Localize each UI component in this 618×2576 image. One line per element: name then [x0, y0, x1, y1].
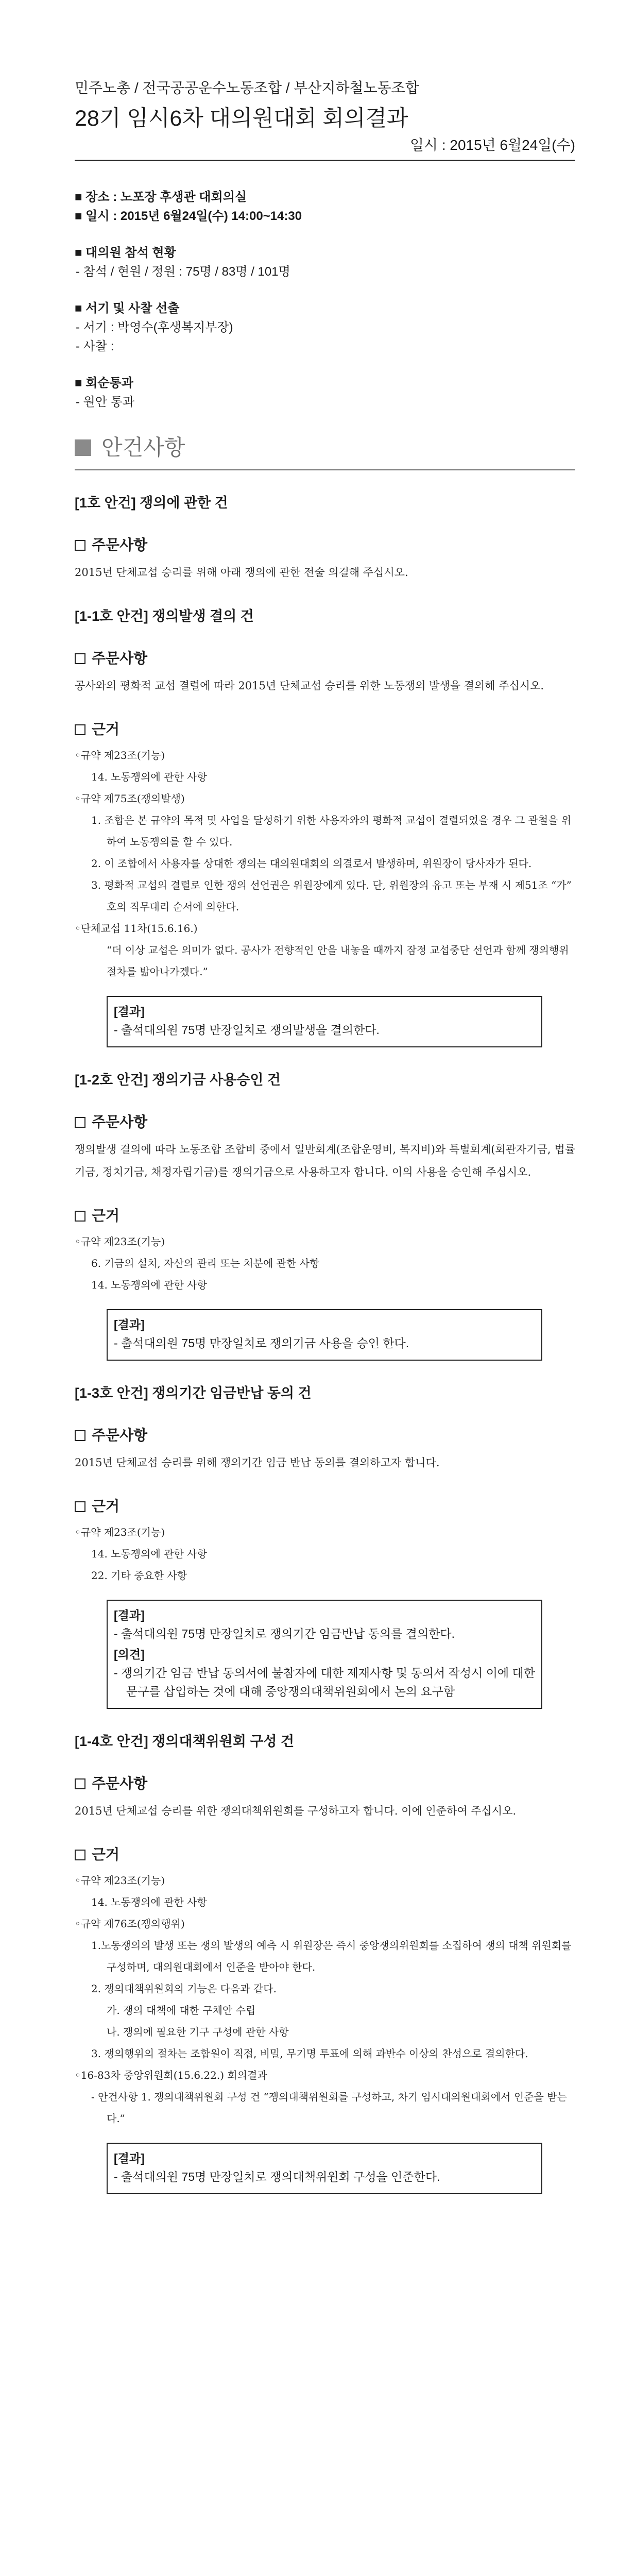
opinion-label: [의견]	[114, 1648, 145, 1661]
item-1-3-result-box	[107, 1600, 542, 1709]
item-1-3-main-head: 주문사항	[75, 1426, 575, 1445]
attendance-title: ■ 대의원 참석 현황	[75, 246, 176, 260]
item-1-3-title: [1-3호 안건] 쟁의기간 임금반납 동의 건	[75, 1385, 312, 1401]
basis-line: 2. 쟁의대책위원회의 기능은 다음과 같다.	[91, 1982, 277, 1995]
time-line: ■ 일시 : 2015년 6월24일(수) 14:00~14:30	[75, 209, 302, 223]
checkbox-square-icon	[75, 1117, 85, 1128]
result-label: [결과]	[114, 1318, 145, 1331]
checkbox-square-icon	[75, 724, 85, 735]
basis-line: ◦규약 제23조(기능)	[75, 1526, 165, 1538]
basis-line: ◦규약 제23조(기능)	[75, 749, 165, 761]
result-text: - 출석대의원 75명 만장일치로 쟁의발생을 결의한다.	[114, 1023, 380, 1037]
basis-line: 가. 쟁의 대책에 대한 구체안 수립	[107, 2004, 256, 2016]
agenda-divider	[75, 469, 575, 470]
item-1-2-basis-head: 근거	[75, 1206, 575, 1226]
order-pass-line: - 원안 통과	[76, 395, 135, 409]
basis-line: ◦규약 제23조(기능)	[75, 1235, 165, 1248]
item-1-2-title: [1-2호 안건] 쟁의기금 사용승인 건	[75, 1072, 281, 1088]
item-1-4-basis-head: 근거	[75, 1845, 575, 1865]
secretary-title: ■ 서기 및 사찰 선출	[75, 301, 180, 315]
attendance-line: - 참석 / 현원 / 정원 : 75명 / 83명 / 101명	[76, 265, 290, 279]
basis-line: 3. 평화적 교섭의 결렬로 인한 쟁의 선언권은 위원장에게 있다. 단, 위원장의 유고 또는 부재 시 제51조 “가” 호의 직무대리 순서에 의한다.	[91, 879, 572, 913]
item-1-2-result-box	[107, 1309, 542, 1361]
basis-line: ◦규약 제76조(쟁의행위)	[75, 1918, 185, 1930]
basis-line: 1. 조합은 본 규약의 목적 및 사업을 달성하기 위한 사용자와의 평화적 교섭이 결렬되었을 경우 그 관철을 위하여 노동쟁의를 할 수 있다.	[91, 814, 572, 848]
place-line: ■ 장소 : 노포장 후생관 대회의실	[75, 190, 247, 204]
item-1-4-basis-list	[75, 1870, 575, 2129]
basis-line: 14. 노동쟁의에 관한 사항	[91, 1548, 207, 1560]
item-1-3-basis-list	[75, 1521, 575, 1586]
basis-line: 14. 노동쟁의에 관한 사항	[91, 1279, 207, 1291]
basis-line: 나. 쟁의에 필요한 기구 구성에 관한 사항	[107, 2026, 289, 2038]
item-1-1-basis-list	[75, 744, 575, 982]
document-title: 28기 임시6차 대의원대회 회의결과	[75, 106, 408, 131]
agenda-heading-text: 안건사항	[101, 435, 185, 460]
basis-line: ◦16-83차 중앙위원회(15.6.22.) 회의결과	[75, 2069, 267, 2081]
order-pass-title: ■ 회순통과	[75, 376, 133, 390]
checkbox-square-icon	[75, 1211, 85, 1222]
item-1-title: [1호 안건] 쟁의에 관한 건	[75, 495, 228, 511]
checkbox-square-icon	[75, 540, 85, 551]
result-label: [결과]	[114, 1608, 145, 1622]
result-label: [결과]	[114, 2151, 145, 2165]
inspector-line: - 사찰 :	[76, 340, 114, 353]
checkbox-square-icon	[75, 653, 85, 664]
opinion-text: - 쟁의기간 임금 반납 동의서에 불참자에 대한 제재사항 및 동의서 작성시 이에 대한 문구를 삽입하는 것에 대해 중앙쟁의대책위원회에서 논의 요구함	[114, 1666, 535, 1698]
meeting-info	[75, 188, 575, 412]
basis-line: - 안건사항 1. 쟁의대책위원회 구성 건 “쟁의대책위원회를 구성하고, 차기 임시대의원대회에서 인준을 받는다.”	[91, 2091, 567, 2125]
checkbox-square-icon	[75, 1850, 85, 1860]
gray-square-icon	[75, 439, 91, 456]
checkbox-square-icon	[75, 1778, 85, 1789]
item-1-4-main-text: 2015년 단체교섭 승리를 위한 쟁의대책위원회를 구성하고자 합니다. 이에 인준하여 주십시오.	[75, 1805, 517, 1817]
basis-line: 2. 이 조합에서 사용자를 상대한 쟁의는 대의원대회의 의결로서 발생하며, 위원장이 당사자가 된다.	[91, 857, 532, 870]
basis-line: 1.노동쟁의의 발생 또는 쟁의 발생의 예측 시 위원장은 즉시 중앙쟁의위원회를 소집하여 쟁의 대책 위원회를 구성하며, 대의원대회에서 인준을 받아야 한다.	[91, 1939, 572, 1973]
result-label: [결과]	[114, 1005, 145, 1018]
item-1-2-main-head: 주문사항	[75, 1112, 575, 1132]
basis-line: 22. 기타 중요한 사항	[91, 1569, 187, 1582]
basis-line: 14. 노동쟁의에 관한 사항	[91, 1896, 207, 1908]
basis-line: 3. 쟁의행위의 절차는 조합원이 직접, 비밀, 무기명 투표에 의해 과반수 이상의 찬성으로 결의한다.	[91, 2047, 528, 2060]
item-1-3-basis-head: 근거	[75, 1497, 575, 1516]
item-1-main-text: 2015년 단체교섭 승리를 위해 아래 쟁의에 관한 전술 의결해 주십시오.	[75, 566, 408, 579]
item-1-4-title: [1-4호 안건] 쟁의대책위원회 구성 건	[75, 1734, 295, 1749]
basis-line: ◦단체교섭 11차(15.6.16.)	[75, 922, 198, 935]
item-1-2-main-text: 쟁의발생 결의에 따라 노동조합 조합비 중에서 일반회계(조합운영비, 복지비)와 특별회계(회관자기금, 법률기금, 정치기금, 채정자립기금)를 쟁의기금으로 사용하고자 합니다. 이의 사용을 승인해 주십시오.	[75, 1143, 575, 1178]
document-date: 일시 : 2015년 6월24일(수)	[409, 137, 575, 153]
result-text: - 출석대의원 75명 만장일치로 쟁의기금 사용을 승인 한다.	[114, 1336, 409, 1350]
basis-line: 6. 기금의 설치, 자산의 관리 또는 처분에 관한 사항	[91, 1257, 320, 1269]
checkbox-square-icon	[75, 1501, 85, 1512]
basis-line: 14. 노동쟁의에 관한 사항	[91, 771, 207, 783]
secretary-line: - 서기 : 박영수(후생복지부장)	[76, 320, 233, 334]
item-1-4-result-box	[107, 2143, 542, 2194]
item-1-1-result-box	[107, 996, 542, 1047]
basis-quote: “더 이상 교섭은 의미가 없다. 공사가 전향적인 안을 내놓을 때까지 잠정 교섭중단 선언과 함께 쟁의행위 절차를 밟아나가겠다.”	[107, 944, 569, 978]
item-1-1-title: [1-1호 안건] 쟁의발생 결의 건	[75, 608, 254, 624]
checkbox-square-icon	[75, 1430, 85, 1441]
org-line: 민주노총 / 전국공공운수노동조합 / 부산지하철노동조합	[75, 80, 419, 96]
item-1-2-basis-list	[75, 1231, 575, 1296]
item-1-4-main-head: 주문사항	[75, 1774, 575, 1793]
item-1-1-main-head: 주문사항	[75, 649, 575, 668]
basis-line: ◦규약 제75조(쟁의발생)	[75, 792, 185, 805]
basis-line: ◦규약 제23조(기능)	[75, 1874, 165, 1887]
item-1-1-basis-head: 근거	[75, 720, 575, 739]
result-text: - 출석대의원 75명 만장일치로 쟁의기간 임금반납 동의를 결의한다.	[114, 1627, 455, 1640]
item-1-main-head: 주문사항	[75, 535, 575, 555]
result-text: - 출석대의원 75명 만장일치로 쟁의대책위원회 구성을 인준한다.	[114, 2170, 440, 2183]
item-1-3-main-text: 2015년 단체교섭 승리를 위해 쟁의기간 임금 반납 동의를 결의하고자 합니다.	[75, 1456, 440, 1469]
agenda-heading	[75, 434, 575, 461]
item-1-1-main-text: 공사와의 평화적 교섭 결렬에 따라 2015년 단체교섭 승리를 위한 노동쟁의 발생을 결의해 주십시오.	[75, 680, 544, 692]
header-divider	[75, 160, 575, 161]
